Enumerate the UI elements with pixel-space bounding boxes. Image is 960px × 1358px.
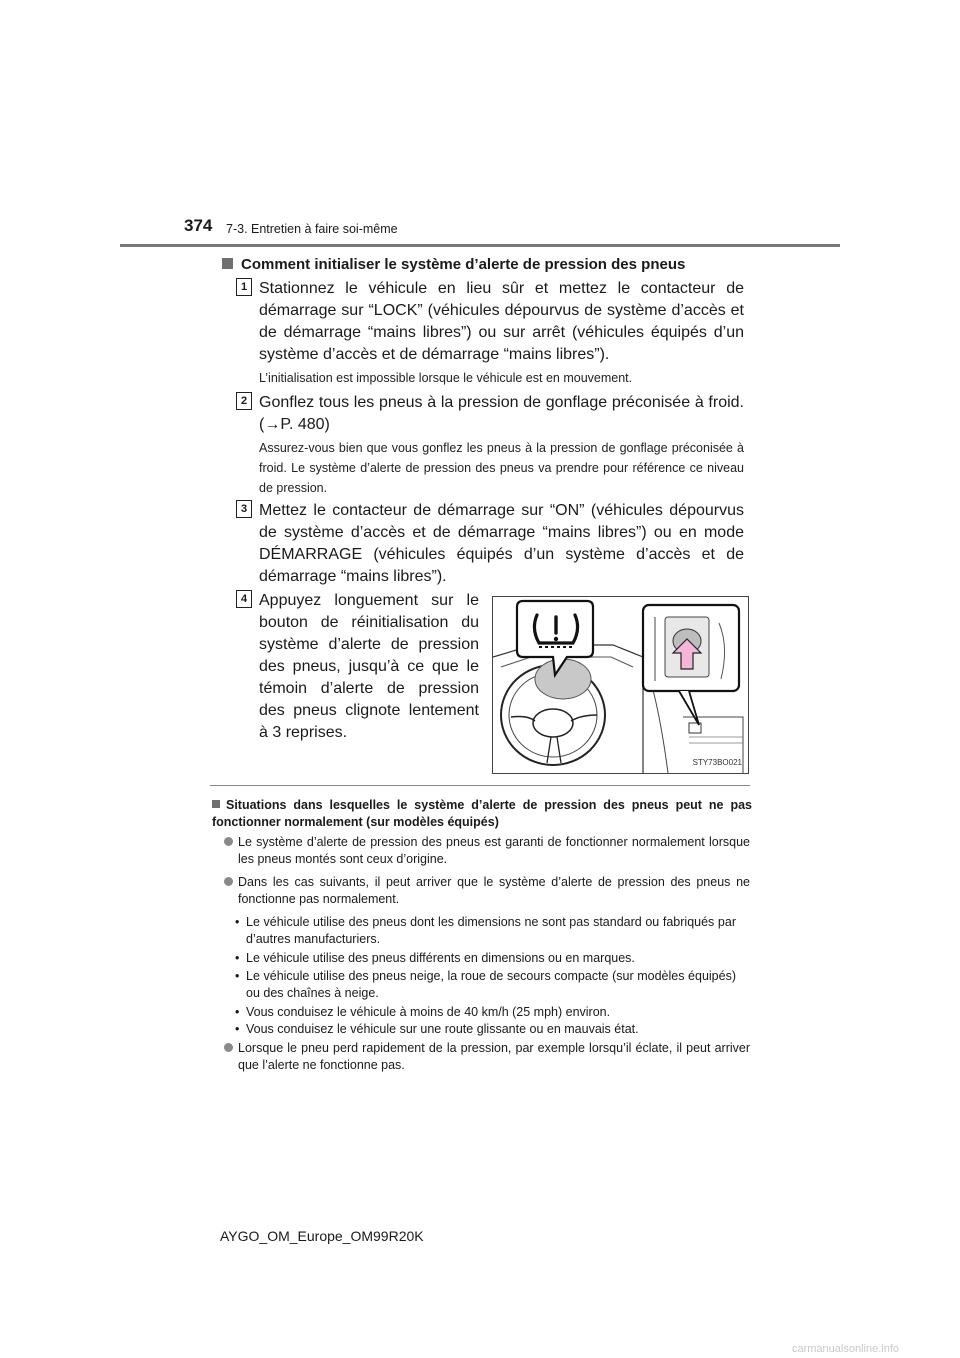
footer-document-code: AYGO_OM_Europe_OM99R20K: [220, 1228, 424, 1244]
step-2-note: Assurez-vous bien que vous gonflez les pneus à la pression de gonflage préconisée à froid. Le système d’alerte de pression des pneus va prendre pour référence ce niveau de pression.: [259, 441, 744, 495]
main-heading: [222, 256, 685, 273]
situation-sub-item-1-text: Le véhicule utilise des pneus dont les dimensions ne sont pas standard ou fabriqués par d’autres manufacturiers.: [246, 915, 736, 946]
circle-bullet-icon: [224, 1043, 233, 1052]
situation-bullet-3: [238, 1040, 750, 1074]
situation-bullet-2-text: Dans les cas suivants, il peut arriver que le système d’alerte de pression des pneus ne fonctionne pas normalement.: [238, 875, 750, 906]
step-1-text: Stationnez le véhicule en lieu sûr et mettez le contacteur de démarrage sur “LOCK” (véhicules dépourvus de système d’accès et de démarrage “mains libres”) ou sur arrêt (véhicules équipés d’un système d’accès et de démarrage “mains libres”).: [259, 280, 744, 363]
situation-bullet-2: [238, 874, 750, 908]
situation-bullet-3-text: Lorsque le pneu perd rapidement de la pression, par exemple lorsqu’il éclate, il peut arriver que l’alerte ne fonctionne pas.: [238, 1041, 750, 1072]
step-2-text-line1: Gonflez tous les pneus à la pression de gonflage préconisée à froid.: [259, 394, 744, 411]
step-badge-3: 3: [236, 500, 252, 518]
situation-sub-item-5: • Vous conduisez le véhicule sur une route glissante ou en mauvais état.: [235, 1022, 639, 1036]
circle-bullet-icon: [224, 837, 233, 846]
page-number: 374: [184, 216, 213, 235]
step-4-text: Appuyez longuement sur le bouton de réinitialisation du système d’alerte de pression des pneus, jusqu’à ce que le témoin d’alerte de pression des pneus clignote lentement à 3 reprises.: [259, 592, 479, 741]
dashboard-figure: [492, 596, 749, 774]
situations-heading-text: Situations dans lesquelles le système d’alerte de pression des pneus peut ne pas fonctionner normalement (sur modèles équipés): [212, 798, 752, 829]
watermark: carmanualsonline.info: [792, 1343, 900, 1355]
dashboard-illustration: [493, 597, 748, 773]
situation-sub-item-3-text: Le véhicule utilise des pneus neige, la roue de secours compacte (sur modèles équipés) ou des chaînes à neige.: [246, 969, 736, 1000]
step-badge-4: 4: [236, 590, 252, 608]
situation-sub-item-2: • Le véhicule utilise des pneus différents en dimensions ou en marques.: [235, 951, 635, 965]
section-title: 7-3. Entretien à faire soi-même: [226, 222, 398, 236]
figure-code: STY73BO021: [692, 758, 742, 767]
section-rule: [210, 785, 750, 786]
step-3-text: Mettez le contacteur de démarrage sur “ON” (véhicules dépourvus de système d’accès et de démarrage “mains libres”) ou en mode DÉMARRAGE (véhicules équipés d’un système d’accès et de démarrage “mains libres”).: [259, 502, 744, 585]
situation-sub-item-1: • Le véhicule utilise des pneus dont les dimensions ne sont pas standard ou fabriqués par d’autres manufacturiers.: [235, 915, 736, 946]
main-heading-text: Comment initialiser le système d’alerte de pression des pneus: [241, 256, 686, 273]
situation-sub-item-4: • Vous conduisez le véhicule à moins de 40 km/h (25 mph) environ.: [235, 1005, 611, 1019]
situation-sub-item-2-text: Le véhicule utilise des pneus différents en dimensions ou en marques.: [246, 951, 635, 965]
header-rule: [120, 244, 840, 247]
situation-sub-item-5-text: Vous conduisez le véhicule sur une route glissante ou en mauvais état.: [246, 1022, 639, 1036]
situations-heading: [212, 797, 752, 831]
circle-bullet-icon: [224, 877, 233, 886]
step-badge-1: 1: [236, 278, 252, 296]
situation-sub-item-4-text: Vous conduisez le véhicule à moins de 40 km/h (25 mph) environ.: [246, 1005, 611, 1019]
situation-sub-item-3: • Le véhicule utilise des pneus neige, la roue de secours compacte (sur modèles équipés) ou des chaînes à neige.: [235, 969, 736, 1000]
square-bullet-icon: [212, 800, 220, 808]
step-badge-2: 2: [236, 392, 252, 410]
situation-bullet-1-text: Le système d’alerte de pression des pneus est garanti de fonctionner normalement lorsque les pneus montés sont ceux d’origine.: [238, 835, 750, 866]
step-1-note: L’initialisation est impossible lorsque le véhicule est en mouvement.: [259, 371, 633, 385]
square-bullet-icon: [222, 258, 233, 269]
step-2-text-line2: (→P. 480): [259, 416, 330, 433]
situation-bullet-1: [238, 834, 750, 868]
